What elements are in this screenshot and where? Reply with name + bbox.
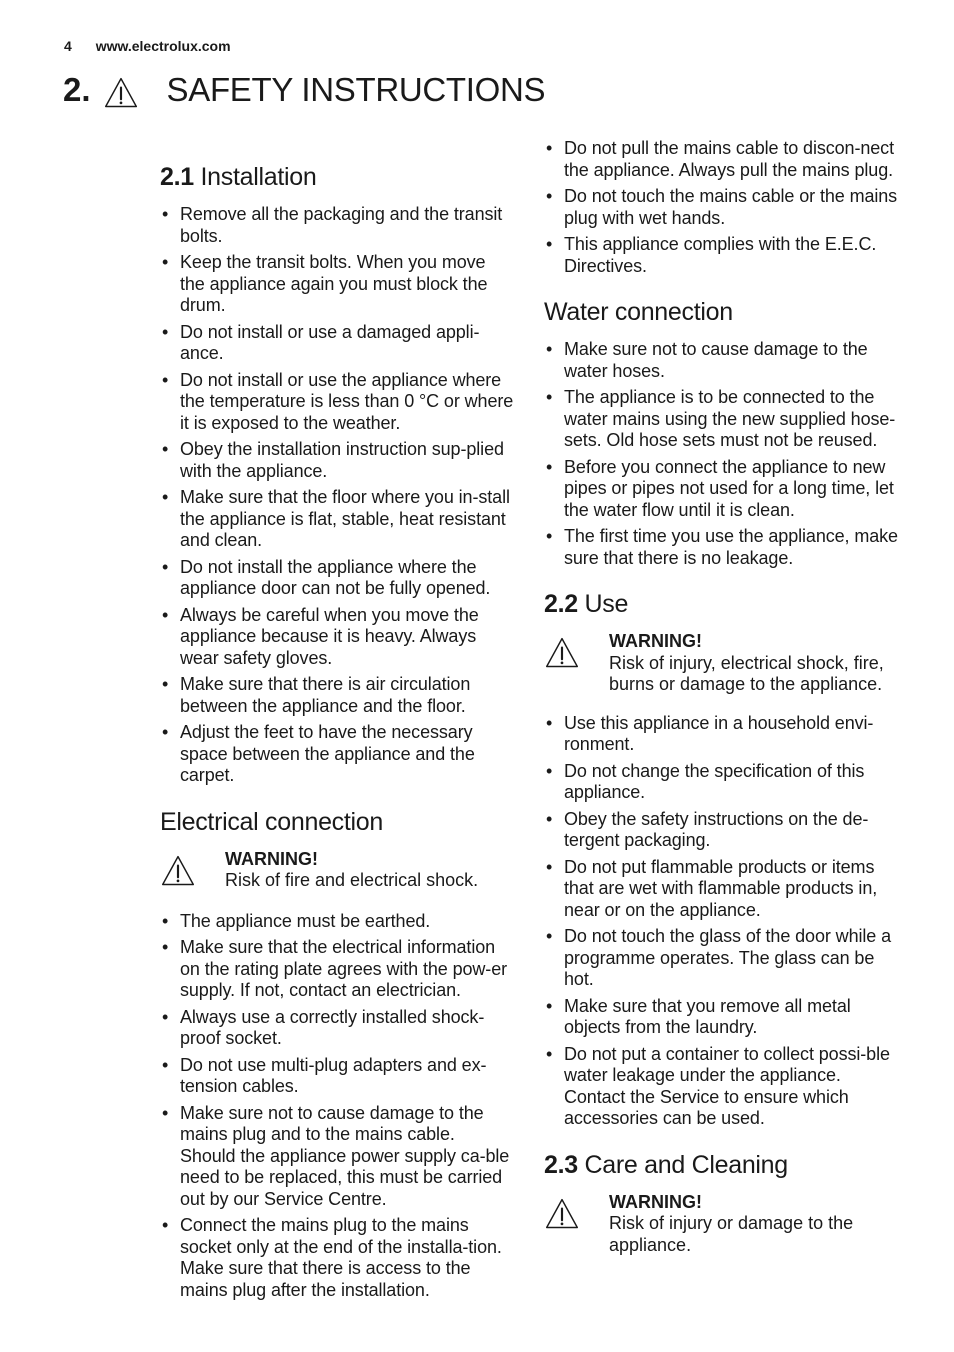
warning-triangle-icon [103, 75, 139, 111]
section-number: 2. [63, 71, 91, 108]
list-item: • Do not touch the glass of the door while a programme operates. The glass can be hot. [544, 926, 899, 991]
installation-title: Installation [200, 163, 317, 191]
list-item: • This appliance complies with the E.E.C. Directives. [544, 234, 899, 277]
care-number: 2.3 [544, 1150, 578, 1179]
warning-title: WARNING! [609, 631, 702, 651]
section-heading: SAFETY INSTRUCTIONS [166, 71, 546, 108]
care-title: Care and Cleaning [584, 1150, 788, 1179]
list-item: • Make sure that you remove all metal objects from the laundry. [544, 996, 899, 1039]
warning-text: Risk of fire and electrical shock. [225, 870, 479, 890]
use-number: 2.2 [544, 590, 578, 618]
installation-list [160, 204, 515, 787]
installation-heading [160, 162, 515, 192]
list-item: • The appliance must be earthed. [160, 911, 515, 933]
electrical-list [160, 911, 515, 1302]
use-warning [544, 631, 899, 696]
list-item: • Always use a correctly installed shock-proof socket. [160, 1007, 515, 1050]
list-item: • Before you connect the appliance to new pipes or pipes not used for a long time, let the water flow until it is clean. [544, 457, 899, 522]
list-item: • Do not pull the mains cable to discon-nect the appliance. Always pull the mains plug. [544, 138, 899, 181]
list-item: • Adjust the feet to have the necessary space between the appliance and the carpet. [160, 722, 515, 787]
warning-title: WARNING! [225, 848, 318, 869]
list-item: • Do not install the appliance where the appliance door can not be fully opened. [160, 557, 515, 600]
electrical-list-continued [544, 138, 899, 277]
care-heading [544, 1150, 899, 1180]
page-header [64, 38, 231, 54]
list-item: • Do not use multi-plug adapters and ex-tension cables. [160, 1055, 515, 1098]
use-title: Use [584, 590, 629, 618]
list-item: • Obey the installation instruction sup-plied with the appliance. [160, 439, 515, 482]
warning-triangle-icon [544, 1196, 580, 1232]
list-item: • Do not touch the mains cable or the mains plug with wet hands. [544, 186, 899, 229]
list-item: • Connect the mains plug to the mains socket only at the end of the installa-tion. Make sure that there is access to the mains plug after the installation. [160, 1215, 515, 1301]
left-column [160, 135, 515, 1306]
list-item: • Make sure not to cause damage to the water hoses. [544, 339, 899, 382]
list-item: • Make sure that the electrical information on the rating plate agrees with the pow-er supply. If not, contact an electrician. [160, 937, 515, 1002]
care-warning [544, 1192, 899, 1257]
list-item: • Remove all the packaging and the transit bolts. [160, 204, 515, 247]
warning-text: Risk of injury or damage to the appliance. [609, 1213, 854, 1255]
list-item: • Do not change the specification of this appliance. [544, 761, 899, 804]
list-item: • Do not put flammable products or items that are wet with flammable products in, near or on the appliance. [544, 857, 899, 922]
list-item: • Make sure that the floor where you in-stall the appliance is flat, stable, heat resistant and clean. [160, 487, 515, 552]
list-item: • The appliance is to be connected to the water mains using the new supplied hose-sets. Old hose sets must not be reused. [544, 387, 899, 452]
list-item: • Obey the safety instructions on the de-tergent packaging. [544, 809, 899, 852]
list-item: • Make sure that there is air circulation between the appliance and the floor. [160, 674, 515, 717]
website-link[interactable]: www.electrolux.com [95, 38, 231, 54]
list-item: • Do not install or use a damaged appli-ance. [160, 322, 515, 365]
warning-triangle-icon [544, 635, 580, 671]
list-item: • Do not put a container to collect possi-ble water leakage under the appliance. Contact the Service to ensure which accessories can be used. [544, 1044, 899, 1130]
list-item: • Use this appliance in a household envi-ronment. [544, 713, 899, 756]
list-item: • Keep the transit bolts. When you move the appliance again you must block the drum. [160, 252, 515, 317]
list-item: • The first time you use the appliance, make sure that there is no leakage. [544, 526, 899, 569]
section-title [63, 66, 545, 114]
electrical-heading: Electrical connection [160, 807, 383, 836]
list-item: • Always be careful when you move the appliance because it is heavy. Always wear safety gloves. [160, 605, 515, 670]
warning-text: Risk of injury, electrical shock, fire, burns or damage to the appliance. [609, 652, 884, 694]
page-number: 4 [64, 38, 72, 54]
use-list [544, 713, 899, 1130]
warning-triangle-icon [160, 853, 196, 889]
water-list [544, 339, 899, 569]
right-column [544, 135, 899, 1256]
list-item: • Make sure not to cause damage to the mains plug and to the mains cable. Should the appliance power supply ca-ble need to be replaced, this must be carried out by our Service Centre. [160, 1103, 515, 1211]
use-heading [544, 589, 899, 619]
warning-title: WARNING! [609, 1191, 702, 1212]
electrical-warning [160, 849, 515, 892]
list-item: • Do not install or use the appliance where the temperature is less than 0 °C or where it is exposed to the weather. [160, 370, 515, 435]
installation-number: 2.1 [160, 163, 194, 191]
water-heading: Water connection [544, 298, 733, 326]
